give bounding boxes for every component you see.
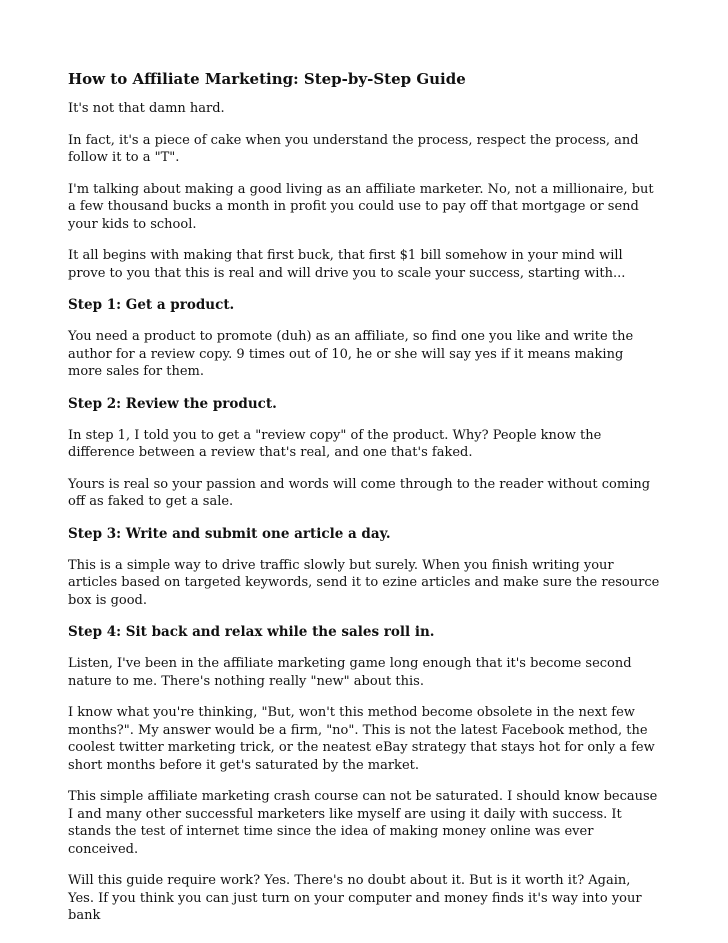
step-2-paragraph-1: In step 1, I told you to get a "review copy" of the product. Why? People know the difference between a review that's real, and one that's faked. (68, 427, 602, 460)
step-1-paragraph-1: You need a product to promote (duh) as an affiliate, so find one you like and write the author for a review copy. 9 times out of 10, he or she will say yes if it means making more sales for them. (68, 329, 634, 379)
step-4-heading: Step 4: Sit back and relax while the sales roll in. (68, 624, 435, 640)
step-2-paragraph-2: Yours is real so your passion and words will come through to the reader without coming off as faked to get a sale. (68, 476, 651, 509)
intro-paragraph-3: I'm talking about making a good living as an affiliate marketer. No, not a millionaire, but a few thousand bucks a month in profit you could use to pay off that mortgage or send your kids to school. (68, 181, 654, 232)
intro-paragraph-2: In fact, it's a piece of cake when you understand the process, respect the process, and follow it to a "T". (68, 132, 639, 165)
step-2-heading: Step 2: Review the product. (68, 395, 277, 412)
step-4-paragraph-4: Will this guide require work? Yes. There's no doubt about it. But is it worth it? Again, Yes. If you think you can just turn on your computer and money finds it's way into your bank (68, 873, 642, 923)
step-3-paragraph-1: This is a simple way to drive traffic slowly but surely. When you finish writing your articles based on targeted keywords, send it to ezine articles and make sure the resource box is good. (68, 557, 660, 608)
intro-paragraph-1: It's not that damn hard. (68, 101, 225, 116)
document-body (68, 70, 660, 939)
step-4-paragraph-2: I know what you're thinking, "But, won't this method become obsolete in the next few months?". My answer would be a firm, "no". This is not the latest Facebook method, the coolest twitter marketing trick, or the neatest eBay strategy that stays hot for only a few short months before it get's saturated by the market. (68, 705, 655, 773)
step-3-heading: Step 3: Write and submit one article a day. (68, 525, 391, 542)
step-4-paragraph-1: Listen, I've been in the affiliate marketing game long enough that it's become second nature to me. There's nothing really "new" about this. (68, 656, 632, 689)
document-title: How to Affiliate Marketing: Step-by-Step Guide (68, 70, 466, 88)
intro-paragraph-4: It all begins with making that first buck, that first $1 bill somehow in your mind will prove to you that this is real and will drive you to scale your success, starting with... (68, 248, 626, 281)
step-4-paragraph-3: This simple affiliate marketing crash course can not be saturated. I should know because I and many other successful marketers like myself are using it daily with success. It stands the test of internet time since the idea of making money online was ever conceived. (68, 789, 658, 857)
step-1-heading: Step 1: Get a product. (68, 297, 235, 313)
